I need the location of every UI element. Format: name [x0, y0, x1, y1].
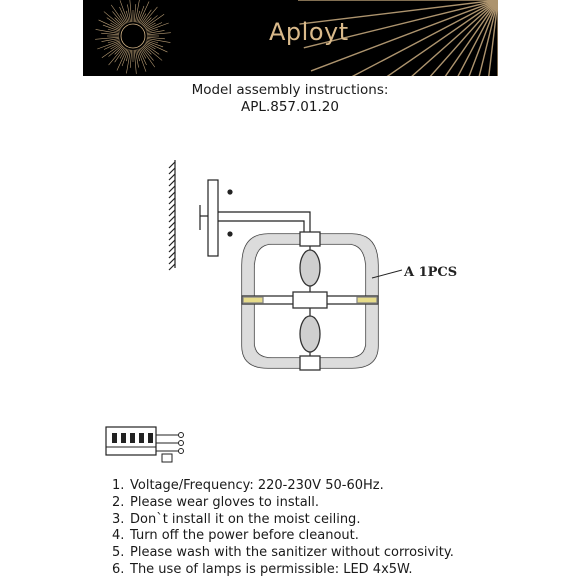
lamp-frame-icon	[242, 232, 378, 370]
header-banner	[83, 0, 498, 76]
model-number: APL.857.01.20	[241, 99, 339, 115]
mounting-arm	[218, 212, 310, 232]
terminal-block-icon	[104, 425, 194, 465]
list-item: 6. The use of lamps is permissible: LED 4x5W.	[112, 561, 413, 577]
wall-plate-icon	[200, 180, 232, 256]
title-line: Model assembly instructions:	[191, 82, 389, 98]
page-title	[0, 82, 580, 116]
list-item: 2. Please wear gloves to install.	[112, 494, 320, 510]
list-item: 1. Voltage/Frequency: 220-230V 50-60Hz.	[112, 478, 384, 493]
list-item: 4. Turn off the power before cleanout.	[112, 528, 359, 544]
instruction-list	[112, 478, 454, 579]
wall-hatch-icon	[169, 160, 175, 270]
assembly-drawing	[150, 150, 470, 390]
brand-logo: Aployt	[269, 18, 349, 46]
list-item: 5. Please wash with the sanitizer without corrosivity.	[112, 545, 454, 561]
list-item: 3. Don`t install it on the moist ceiling.	[112, 511, 361, 527]
part-label: A 1PCS	[404, 265, 458, 280]
